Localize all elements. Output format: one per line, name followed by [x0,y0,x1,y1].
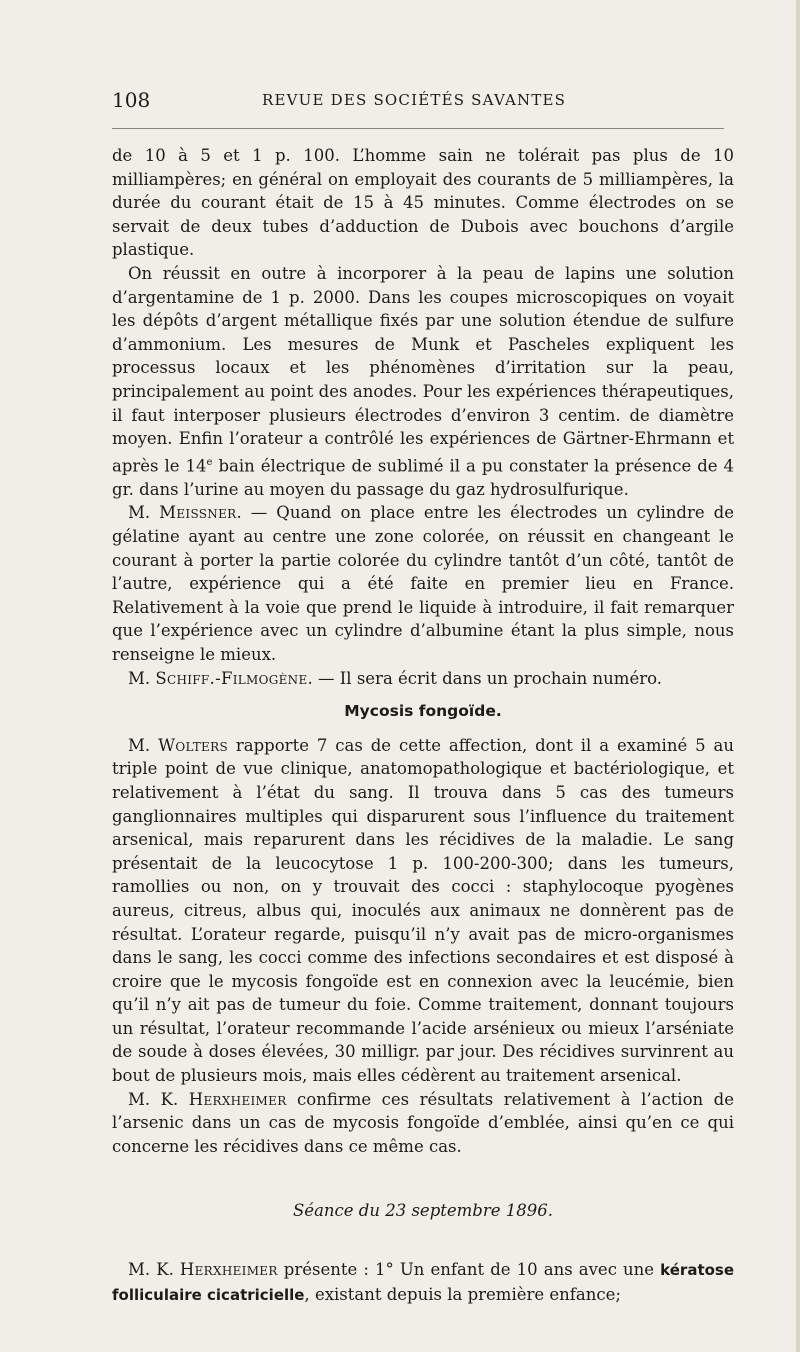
paragraph-herxheimer-2 [112,1258,734,1307]
page-header [112,88,732,116]
speaker-text: rapporte 7 cas de cette affection, dont il a examiné 5 au triple point de vue clinique, anatomopathologique et bactériologique, et relativement à l’état du sang. Il trouva dans 5 cas des tumeurs ganglionnaires multiples qui disparurent sous l’influence du traitement arsenical, mais reparurent dans les récidives de la maladie. Le sang présentait de la leucocytose 1 p. 100-200-300; dans les tumeurs, ramollies ou non, on y trouvait des cocci : staphylocoque pyogènes aureus, citreus, albus qui, inoculés aux animaux ne donnèrent pas de résultat. L’orateur regarde, puisqu’il n’y avait pas de micro-organismes dans le sang, les cocci comme des infections secondaires et est disposé à croire que le mycosis fongoïde est en connexion avec la leucémie, bien qu’il n’y ait pas de tumeur du foie. Comme traitement, donnant toujours un résultat, l’orateur recommande l’acide arsénieux ou mieux l’arséniate de soude à doses élevées, 30 milligr. par jour. Des récidives survinrent au bout de plusieurs mois, mais elles cédèrent au traitement arsenical. [112,735,735,1086]
speaker-name: Herxheimer [188,1089,287,1109]
paragraph-wolters [112,734,734,1088]
speaker-prefix: M. K. [128,1089,189,1109]
paragraph-meissner [112,501,734,666]
paragraph-schiff [112,667,734,691]
article-body [112,144,734,1307]
session-date: Séance du 23 septembre 1896. [293,1201,553,1221]
paragraph-1: de 10 à 5 et 1 p. 100. L’homme sain ne tolérait pas plus de 10 milliampères; en général on employait des courants de 5 milliampères, la durée du courant était de 15 à 45 minutes. Comme électrodes on se servait de deux tubes d’adduction de Dubois avec bouchons d’argile plastique. [112,146,734,260]
speaker-prefix: M. [128,735,159,755]
speaker-text-end: , existant depuis la première enfance; [304,1284,621,1304]
paragraph-2 [112,262,734,501]
page-edge [796,0,800,1352]
page-number: 108 [112,88,151,112]
speaker-text: . — Quand on place entre les électrodes un cylindre de gélatine ayant au centre une zone colorée, on réussit en changeant le courant à porter la partie colorée du cylindre tantôt d’un côté, tantôt de l’autre, expérience qui a été faite en premier lieu en France. Relativement à la voie que prend le liquide à introduire, il fait remarquer que l’expérience avec un cylindre d’albumine étant la plus simple, nous renseigne le mieux. [112,503,734,664]
paragraph-herxheimer-1 [112,1088,734,1159]
running-title: REVUE DES SOCIÉTÉS SAVANTES [262,91,567,109]
speaker-text: . — Il sera écrit dans un prochain numéro. [307,668,662,688]
speaker-text: présente : 1° Un enfant de 10 ans avec une [277,1260,661,1280]
superscript-e: e [206,456,213,468]
header-rule [112,128,724,129]
section-heading: Mycosis fongoïde. [344,702,502,721]
speaker-name: Herxheimer [179,1260,278,1280]
speaker-name: Schiff.-Filmogène [155,668,308,688]
paragraph-2-end: bain électrique de sublimé il a pu constater la présence de 4 gr. dans l’urine au moyen du passage du gaz hydrosulfurique. [112,456,735,499]
speaker-name: Meissner [159,503,237,523]
speaker-text: confirme ces résultats relativement à l’action de l’arsenic dans un cas de mycosis fongoïde d’emblée, ainsi qu’en ce qui concerne les récidives dans ce même cas. [112,1089,734,1156]
speaker-prefix: M. [128,503,160,523]
paragraph-2-text: On réussit en outre à incorporer à la peau de lapins une solution d’argentamine de 1 p. 2000. Dans les coupes microscopiques on voyait les dépôts d’argent métallique fixés par une solution étendue de sulfure d’ammonium. Les mesures de Munk et Pascheles expliquent les processus locaux et les phénomènes d’irritation sur la peau, principalement au point des anodes. Pour les expériences thérapeutiques, il faut interposer plusieurs électrodes d’environ 3 centim. de diamètre moyen. Enfin l’orateur a contrôlé les expériences de Gärtner-Ehrmann et après le 14 [112,263,734,476]
diagnosis-bold: kératose folliculaire cicatricielle [112,1261,735,1304]
speaker-name: Wolters [158,735,228,755]
speaker-prefix: M. [128,668,156,688]
speaker-prefix: M. K. [128,1260,180,1280]
